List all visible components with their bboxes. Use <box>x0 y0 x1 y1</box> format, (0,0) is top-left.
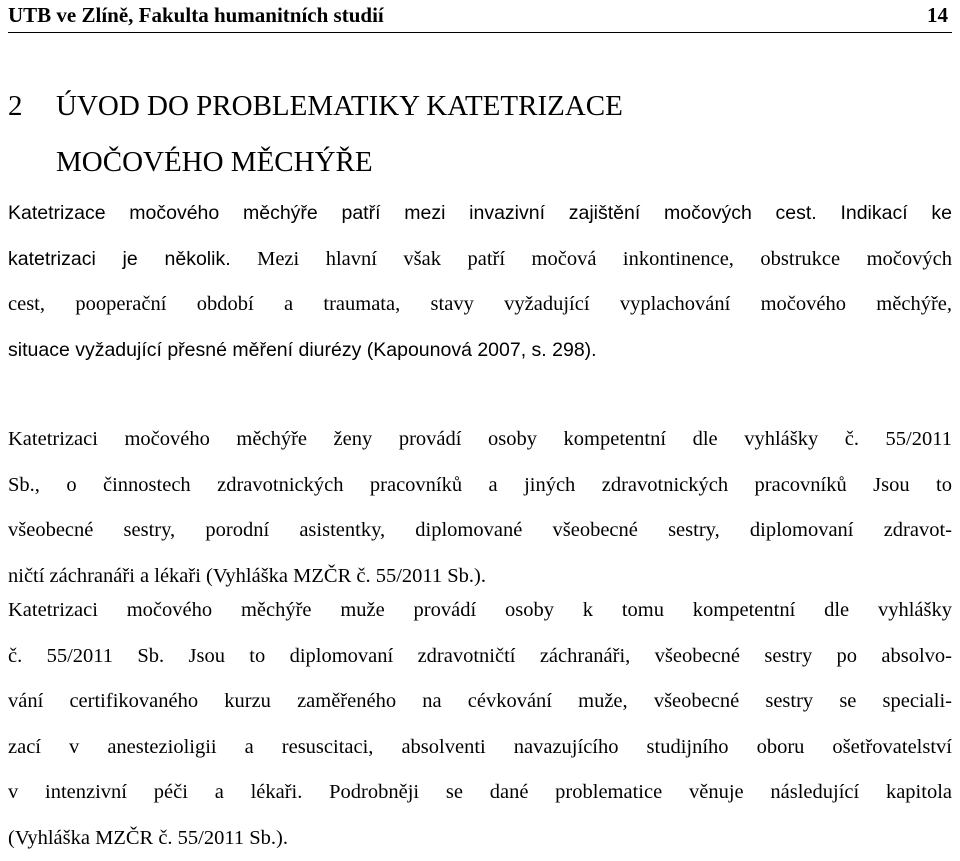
text-line: Katetrizaci močového měchýře muže provádí osoby k tomu kompetentní dle vyhlášky <box>8 588 952 634</box>
text-line: Katetrizaci močového měchýře ženy provádí osoby kompetentní dle vyhlášky č. 55/2011 <box>8 417 952 463</box>
text-line: cest, pooperační období a traumata, stavy vyžadující vyplachování močového měchýře, <box>8 282 952 328</box>
text-line: (Vyhláška MZČR č. 55/2011 Sb.). <box>8 816 952 861</box>
text-line: situace vyžadující přesné měření diurézy (Kapounová 2007, s. 298). <box>8 328 952 374</box>
paragraph-3 <box>8 588 952 861</box>
text-line: zací v anestezioligii a resuscitaci, absolventi navazujícího studijního oboru ošetřovatelství <box>8 725 952 771</box>
header-title: UTB ve Zlíně, Fakulta humanitních studií <box>8 3 384 28</box>
text-line: č. 55/2011 Sb. Jsou to diplomovaní zdravotničtí záchranáři, všeobecné sestry po absolvo- <box>8 634 952 680</box>
text-line: Katetrizace močového měchýře patří mezi invazivní zajištění močových cest. Indikací ke <box>8 191 952 237</box>
chapter-title: ÚVOD DO PROBLEMATIKY KATETRIZACE MOČOVÉHO MĚCHÝŘE <box>56 78 756 190</box>
text-line: ničtí záchranáři a lékaři (Vyhláška MZČR č. 55/2011 Sb.). <box>8 554 952 600</box>
text-line: v intenzivní péči a lékaři. Podrobněji se dané problematice věnuje následující kapitola <box>8 770 952 816</box>
paragraph-2 <box>8 417 952 599</box>
running-header <box>8 0 952 33</box>
text-line: Sb., o činnostech zdravotnických pracovníků a jiných zdravotnických pracovníků Jsou to <box>8 463 952 509</box>
page-number: 14 <box>927 3 948 28</box>
chapter-number: 2 <box>8 78 23 134</box>
chapter-heading <box>8 78 952 190</box>
text-line: všeobecné sestry, porodní asistentky, diplomované všeobecné sestry, diplomovaní zdravot- <box>8 508 952 554</box>
text-line: katetrizaci je několik. Mezi hlavní však patří močová inkontinence, obstrukce močových <box>8 237 952 283</box>
text-line: vání certifikovaného kurzu zaměřeného na cévkování muže, všeobecné sestry se speciali- <box>8 679 952 725</box>
paragraph-1 <box>8 191 952 373</box>
